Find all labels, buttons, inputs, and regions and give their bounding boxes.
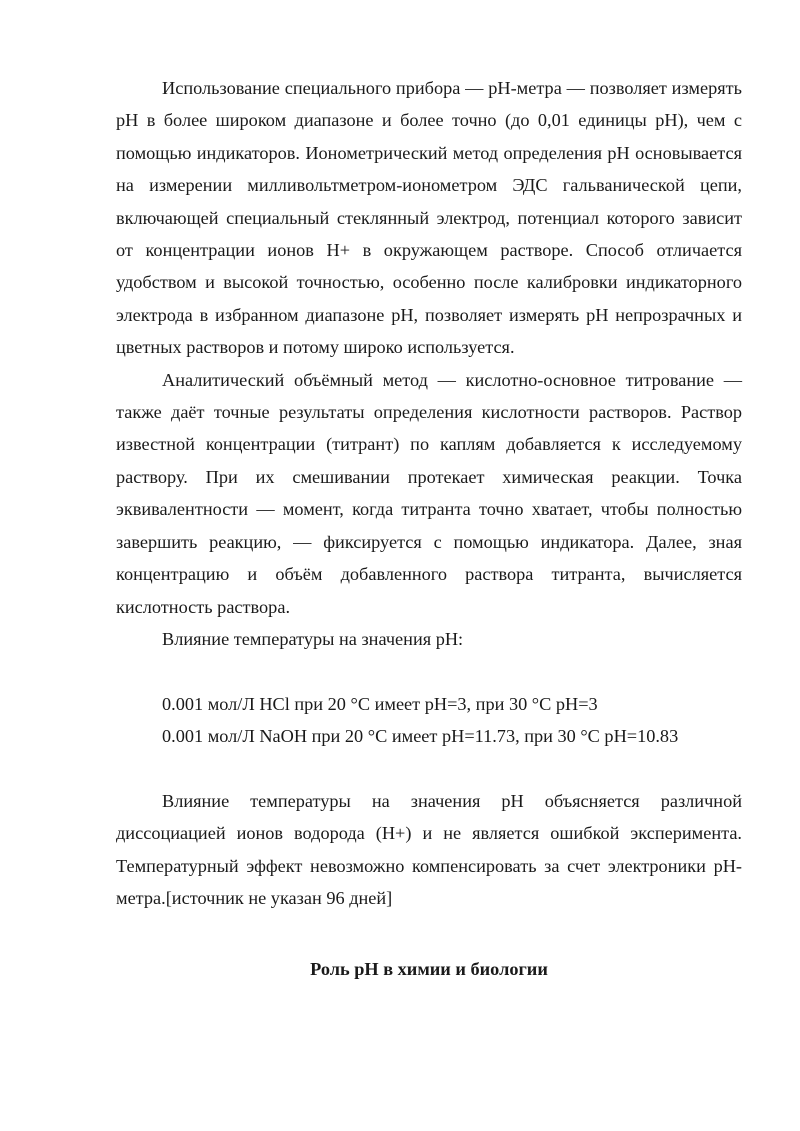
- blank-line: [116, 753, 742, 785]
- example-hcl: 0.001 мол/Л HCl при 20 °C имеет pH=3, при 30 °C pH=3: [162, 693, 598, 714]
- paragraph-temperature-effect: Влияние температуры на значения pH объясняется различной диссоциацией ионов водорода (H+) и не является ошибкой эксперимента. Температурный эффект невозможно компенсировать за счет электроники pH-метра.[источник не указан 96 дней]: [116, 790, 742, 909]
- section-heading: Роль pH в химии и биологии: [310, 958, 548, 979]
- paragraph-ph-meter: Использование специального прибора — pH-метра — позволяет измерять pH в более широком диапазоне и более точно (до 0,01 единицы pH), чем с помощью индикаторов. Ионометрический метод определения pH основывается на измерении милливольтметром-ионометром ЭДС гальванической цепи, включающей специальный стеклянный электрод, потенциал которого зависит от концентрации ионов H+ в окружающем растворе. Способ отличается удобством и высокой точностью, особенно после калибровки индикаторного электрода в избранном диапазоне pH, позволяет измерять pH непрозрачных и цветных растворов и потому широко используется.: [116, 78, 742, 358]
- paragraph-titration: Аналитический объёмный метод — кислотно-основное титрование — также даёт точные результаты определения кислотности растворов. Раствор известной концентрации (титрант) по каплям добавляется к исследуемому раствору. При их смешивании протекает химическая реакции. Точка эквивалентности — момент, когда титранта точно хватает, чтобы полностью завершить реакцию, — фиксируется с помощью индикатора. Далее, зная концентрацию и объём добавленного раствора титранта, вычисляется кислотность раствора.: [116, 369, 742, 617]
- blank-line: [116, 655, 742, 687]
- document-page: [116, 72, 742, 985]
- temperature-intro: Влияние температуры на значения pH:: [162, 628, 464, 649]
- example-naoh: 0.001 мол/Л NaOH при 20 °C имеет pH=11.73, при 30 °C pH=10.83: [162, 726, 679, 747]
